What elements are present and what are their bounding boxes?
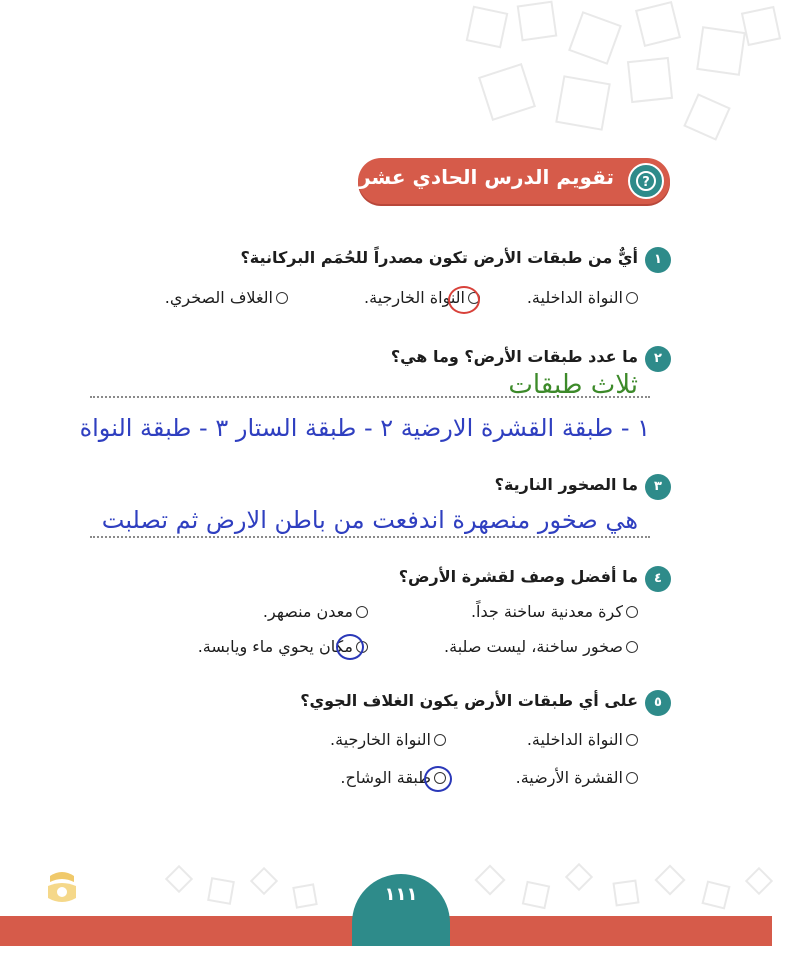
option[interactable]: النواة الداخلية.	[527, 730, 638, 749]
option-selected[interactable]: طبقة الوشاح.	[340, 768, 446, 787]
option-selected[interactable]: النواة الخارجية.	[364, 288, 480, 307]
question-number: ٤	[645, 566, 671, 592]
radio-icon[interactable]	[626, 734, 638, 746]
question-number: ٢	[645, 346, 671, 372]
question-number: ١	[645, 247, 671, 273]
publisher-logo-icon	[40, 868, 84, 908]
lesson-review-banner	[358, 158, 670, 204]
answer-circle-mark	[336, 634, 364, 660]
option[interactable]: النواة الخارجية.	[330, 730, 446, 749]
question-text: ما عدد طبقات الأرض؟ وما هي؟	[390, 347, 638, 366]
option[interactable]: صخور ساخنة، ليست صلبة.	[444, 637, 638, 656]
radio-icon[interactable]	[626, 772, 638, 784]
radio-icon[interactable]	[626, 292, 638, 304]
answer-circle-mark	[448, 286, 480, 314]
page-number: ١١١	[384, 884, 418, 905]
radio-icon[interactable]	[434, 734, 446, 746]
option-selected[interactable]: مكان يحوي ماء ويابسة.	[198, 637, 368, 656]
question-text: على أي طبقات الأرض يكون الغلاف الجوي؟	[300, 691, 638, 710]
question-number: ٥	[645, 690, 671, 716]
question-bubble-icon	[628, 163, 664, 199]
option[interactable]: كرة معدنية ساخنة جداً.	[471, 602, 638, 621]
radio-icon[interactable]	[356, 606, 368, 618]
banner-title: تقويم الدرس الحادي عشر	[359, 165, 614, 189]
question-text: أيٌّ من طبقات الأرض تكون مصدراً للحُمَم البركانية؟	[240, 248, 638, 267]
handwritten-answer: ١ - طبقة القشرة الارضية ٢ - طبقة الستار ٣ - طبقة النواة	[79, 414, 650, 442]
answer-line	[90, 536, 650, 538]
radio-icon[interactable]	[626, 606, 638, 618]
handwritten-answer: ثلاث طبقات	[508, 370, 638, 400]
option[interactable]: معدن منصهر.	[263, 602, 368, 621]
option[interactable]: النواة الداخلية.	[527, 288, 638, 307]
question-text: ما الصخور النارية؟	[494, 475, 638, 494]
radio-icon[interactable]	[276, 292, 288, 304]
question-text: ما أفضل وصف لقشرة الأرض؟	[398, 567, 638, 586]
radio-icon[interactable]	[626, 641, 638, 653]
answer-circle-mark	[424, 766, 452, 792]
option[interactable]: الغلاف الصخري.	[165, 288, 288, 307]
option[interactable]: القشرة الأرضية.	[516, 768, 638, 787]
svg-text:?: ?	[642, 175, 650, 190]
handwritten-answer: هي صخور منصهرة اندفعت من باطن الارض ثم تصلبت	[101, 506, 638, 534]
question-number: ٣	[645, 474, 671, 500]
